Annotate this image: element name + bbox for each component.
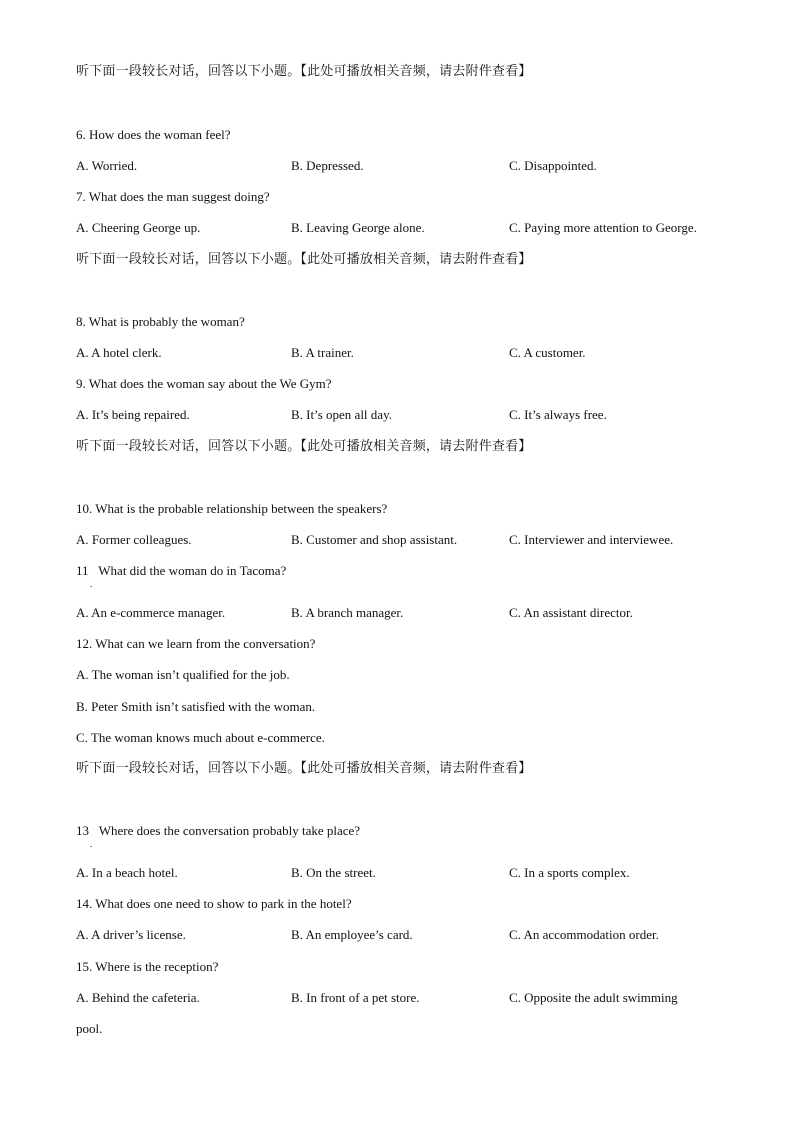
option-b: B. Depressed.	[291, 158, 364, 173]
option-c: C. Interviewer and interviewee.	[509, 532, 674, 547]
question-stem: 7. What does the man suggest doing?	[76, 189, 270, 204]
option-c: C. Paying more attention to George.	[509, 220, 697, 235]
option-c: C. An accommodation order.	[509, 927, 659, 942]
question-stem: 14. What does one need to show to park in the hotel?	[76, 896, 352, 911]
option-a: A. Former colleagues.	[76, 532, 192, 547]
stray-dot: .	[90, 839, 93, 849]
question-stem: 9. What does the woman say about the We Gym?	[76, 376, 332, 391]
question-stem: 15. Where is the reception?	[76, 959, 219, 974]
option-c: C. In a sports complex.	[509, 865, 630, 880]
question-stem	[76, 563, 286, 579]
option-a: A. A hotel clerk.	[76, 345, 162, 360]
section-instruction: 听下面一段较长对话，回答以下小题。【此处可播放相关音频，请去附件查看】	[76, 439, 532, 454]
stray-dot: .	[90, 579, 93, 589]
option-b: B. A trainer.	[291, 345, 354, 360]
section-instruction: 听下面一段较长对话，回答以下小题。【此处可播放相关音频，请去附件查看】	[76, 761, 532, 776]
option-b: B. Leaving George alone.	[291, 220, 425, 235]
option-a: A. An e-commerce manager.	[76, 605, 226, 620]
option-a: A. Cheering George up.	[76, 220, 201, 235]
option-a: A. Behind the cafeteria.	[76, 990, 200, 1005]
question-text: Where does the conversation probably take place?	[98, 823, 361, 838]
option-a: A. It’s being repaired.	[76, 407, 190, 422]
question-stem: 8. What is probably the woman?	[76, 314, 245, 329]
option-b: B. Peter Smith isn’t satisfied with the woman.	[76, 699, 316, 714]
option-a: A. The woman isn’t qualified for the job.	[76, 667, 290, 682]
option-c: C. Opposite the adult swimming	[509, 990, 678, 1005]
section-instruction: 听下面一段较长对话，回答以下小题。【此处可播放相关音频，请去附件查看】	[76, 252, 532, 267]
option-b: B. Customer and shop assistant.	[291, 532, 458, 547]
question-stem: 6. How does the woman feel?	[76, 127, 231, 142]
option-b: B. It’s open all day.	[291, 407, 392, 422]
question-stem: 10. What is the probable relationship between the speakers?	[76, 501, 388, 516]
question-number: 11	[76, 563, 89, 578]
option-c: C. The woman knows much about e-commerce.	[76, 730, 325, 745]
option-a: A. A driver’s license.	[76, 927, 186, 942]
option-b: B. In front of a pet store.	[291, 990, 420, 1005]
option-a: A. Worried.	[76, 158, 138, 173]
option-a: A. In a beach hotel.	[76, 865, 178, 880]
option-b: B. A branch manager.	[291, 605, 404, 620]
section-instruction: 听下面一段较长对话，回答以下小题。【此处可播放相关音频，请去附件查看】	[76, 64, 532, 79]
option-c: C. Disappointed.	[509, 158, 597, 173]
option-c: C. It’s always free.	[509, 407, 607, 422]
option-c: C. An assistant director.	[509, 605, 633, 620]
question-text: What did the woman do in Tacoma?	[98, 563, 287, 578]
question-stem: 12. What can we learn from the conversation?	[76, 636, 316, 651]
option-c: C. A customer.	[509, 345, 586, 360]
option-b: B. An employee’s card.	[291, 927, 413, 942]
question-number: 13	[76, 823, 89, 838]
option-c-continuation: pool.	[76, 1021, 103, 1036]
option-b: B. On the street.	[291, 865, 376, 880]
question-stem	[76, 823, 360, 839]
